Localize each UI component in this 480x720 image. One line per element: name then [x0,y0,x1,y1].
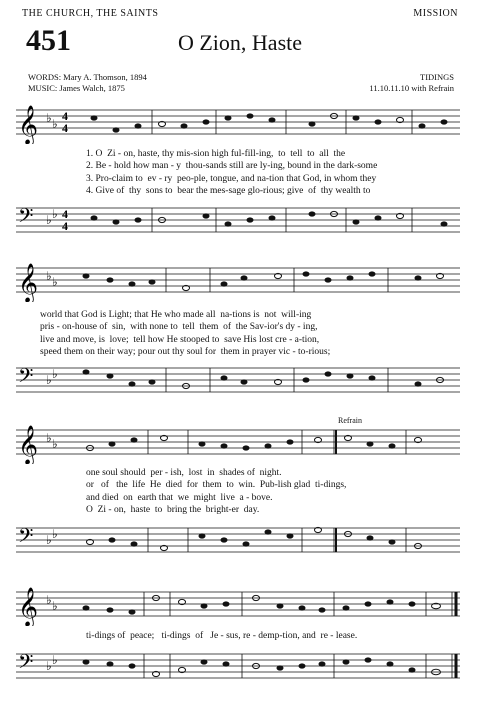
lyric-line: 3. Pro-claim to ev - ry peo-ple, tongue, and na-tion that God, in whom they [86,173,377,184]
lyric-line: 1. O Zi - on, haste, thy mis-sion high ful-fill-ing, to tell to all the [86,149,346,159]
bass-clef-icon: 𝄢 [18,652,34,678]
treble-staff-system-4 [16,586,460,626]
lyrics-system-2 [40,309,400,359]
svg-text:♭: ♭ [52,599,58,613]
svg-text:♭: ♭ [46,373,52,387]
bass-clef-icon: 𝄢 [18,526,34,552]
svg-text:♭: ♭ [52,117,58,131]
lyric-line: one soul should per - ish, lost in shades of night. [86,468,282,478]
treble-clef-icon: 𝄞 [18,265,39,302]
music-credit: MUSIC: James Walch, 1875 [28,83,125,93]
bass-staff-system-1 [16,204,460,240]
svg-text:4: 4 [62,219,68,233]
svg-text:♭: ♭ [52,653,58,667]
lyric-line: world that God is Light; that He who made all na-tions is not will-ing [40,310,312,320]
meter: 11.10.11.10 with Refrain [369,83,454,93]
tune-info [369,72,454,94]
lyric-line: speed them on their way; pour out thy soul for them in prayer vic - to-rious; [40,347,331,358]
bass-clef-icon: 𝄢 [18,366,34,392]
bass-staff-system-4 [16,650,460,686]
section-heading-right: MISSION [413,8,458,19]
lyric-line: live and move, is love; tell how He stooped to save His lost cre - a-tion, [40,334,320,345]
bass-clef-icon: 𝄢 [18,206,34,232]
treble-staff-system-1 [16,104,460,144]
lyric-line: ti-dings of peace; ti-dings of Je - sus, re - demp-tion, and re - lease. [86,631,358,641]
credits [28,72,147,94]
svg-text:♭: ♭ [46,593,52,607]
svg-text:4: 4 [62,207,68,221]
svg-text:♭: ♭ [52,527,58,541]
lyrics-system-1 [86,148,446,198]
words-credit: WORDS: Mary A. Thomson, 1894 [28,72,147,82]
treble-clef-icon: 𝄞 [18,107,39,144]
svg-text:♭: ♭ [46,269,52,283]
svg-text:♭: ♭ [46,431,52,445]
svg-text:♭: ♭ [46,111,52,125]
lyric-line: 2. Be - hold how man - y thou-sands still are ly-ing, bound in the dark-some [86,161,378,172]
hymn-title: O Zion, Haste [177,30,303,55]
treble-staff-system-3 [16,424,460,464]
svg-text:♭: ♭ [46,533,52,547]
lyric-line: 4. Give of thy sons to bear the mes-sage glo-rious; give of thy wealth to [86,186,371,197]
svg-text:♭: ♭ [52,367,58,381]
lyric-line: or of the life He died for them to win. Pub-lish glad ti-dings, [86,480,347,491]
svg-text:♭: ♭ [46,659,52,673]
svg-text:♭: ♭ [52,207,58,221]
svg-text:4: 4 [62,109,68,123]
bass-staff-system-2 [16,364,460,400]
lyric-line: and died on earth that we might live a - bove. [86,492,273,503]
refrain-label: Refrain [338,416,362,425]
hymn-number: 451 [26,24,71,57]
treble-clef-icon: 𝄞 [18,589,39,626]
lyrics-system-3 [86,467,446,517]
tune-name: TIDINGS [420,72,454,82]
bass-staff-system-3 [16,524,460,560]
lyric-line: pris - on-house of sin, with none to tell them of the Sav-ior's dy - ing, [40,322,318,333]
svg-text:♭: ♭ [52,437,58,451]
treble-staff-system-2 [16,262,460,302]
svg-text:♭: ♭ [52,275,58,289]
section-heading-left: THE CHURCH, THE SAINTS [22,8,159,19]
svg-text:4: 4 [62,121,68,135]
svg-text:♭: ♭ [46,213,52,227]
lyric-line: O Zi - on, haste to bring the bright-er day. [86,505,260,516]
treble-clef-icon: 𝄞 [18,427,39,464]
lyrics-system-4 [86,630,446,642]
